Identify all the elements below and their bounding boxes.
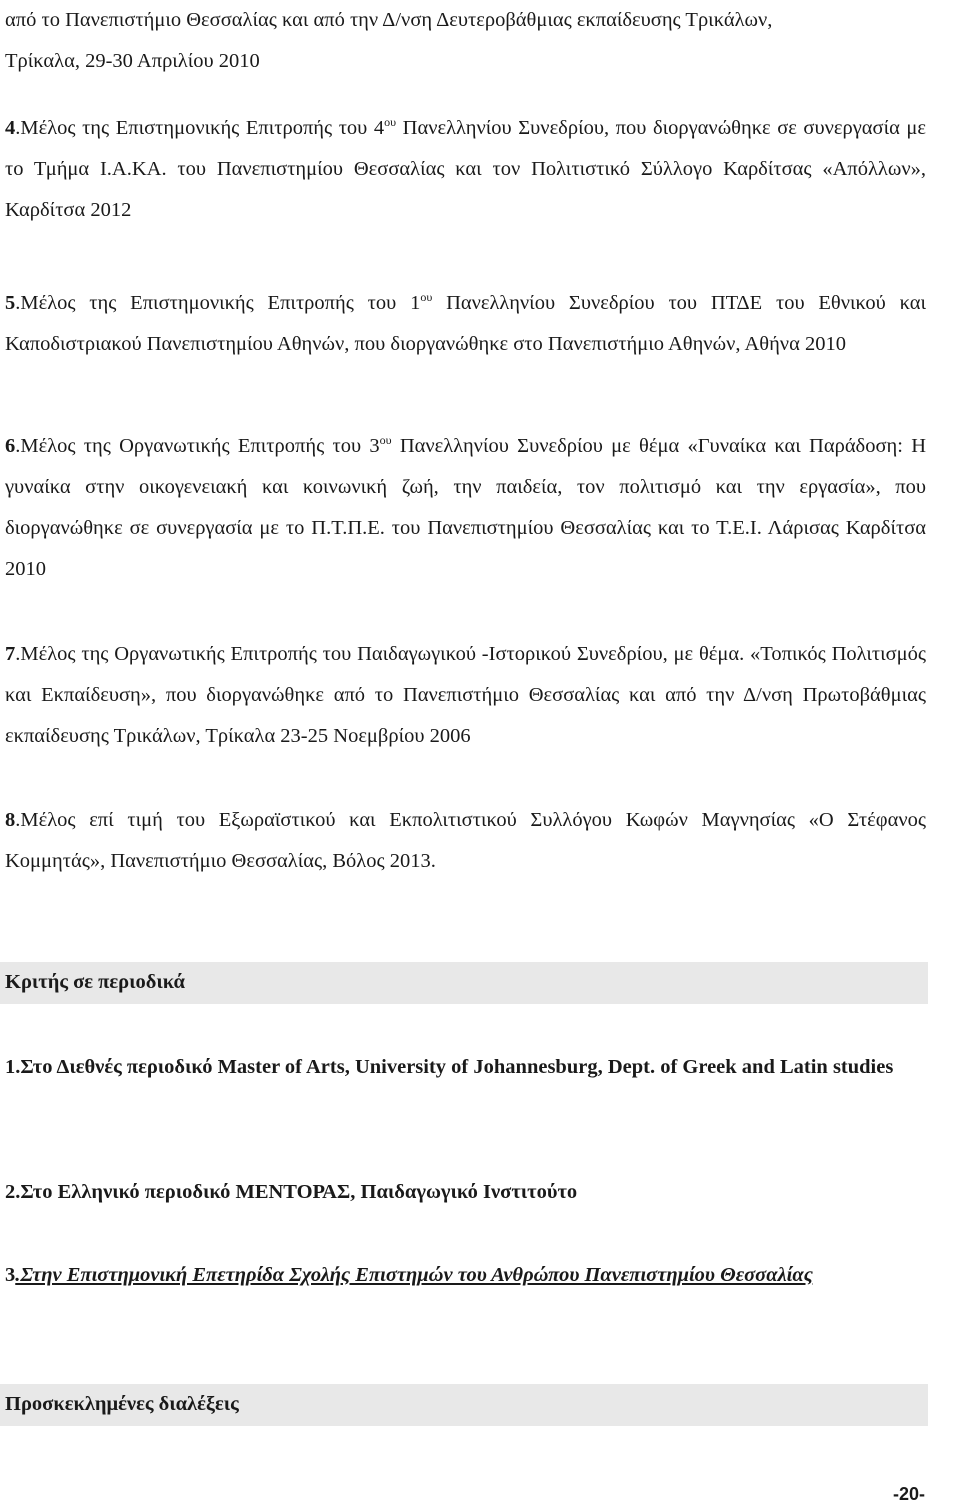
continued-line-1: από το Πανεπιστήμιο Θεσσαλίας και από την Δ/νση Δευτεροβάθμιας εκπαίδευσης Τρικάλων, [5, 9, 773, 31]
item-number: 5 [5, 292, 16, 314]
section-heading-text: Προσκεκλημένες διαλέξεις [5, 1393, 239, 1415]
list-item-6 [5, 426, 926, 590]
journal-number: 2 [5, 1181, 16, 1203]
item-text-after: Πανελληνίου Συνεδρίου με θέμα «Γυναίκα και Παράδοση: Η γυναίκα στην οικογενειακή και κοινωνική ζωή, την παιδεία, τον πολιτισμό και την εργασία», που διοργανώθηκε σε συνεργασία με το Π.Τ.Π.Ε. του Πανεπιστημίου Θεσσαλίας και το Τ.Ε.Ι. Λάρισας Καρδίτσα 2010 [5, 435, 927, 580]
journal-item-3 [5, 1255, 926, 1296]
item-text-after: Πανελληνίου Συνεδρίου, που διοργανώθηκε σε συνεργασία με το Τμήμα Ι.Α.ΚΑ. του Πανεπιστημίου Θεσσαλίας και τον Πολιτιστικό Σύλλογο Καρδίτσας «Απόλλων», Καρδίτσα 2012 [5, 117, 926, 221]
item-number: 6 [5, 435, 16, 457]
item-superscript: ου [384, 115, 397, 130]
journal-text: .Στην Επιστημονική Επετηρίδα Σχολής Επιστημών του Ανθρώπου Πανεπιστημίου Θεσσαλίας [15, 1264, 813, 1286]
item-number: 4 [5, 117, 16, 139]
section-heading-lectures [0, 1384, 928, 1426]
item-number: 7 [5, 643, 16, 665]
item-text-after: Πανελληνίου Συνεδρίου του ΠΤΔΕ του Εθνικού και Καποδιστριακού Πανεπιστημίου Αθηνών, που διοργανώθηκε στο Πανεπιστήμιο Αθηνών, Αθήνα 2010 [5, 292, 927, 355]
item-text-before: .Μέλος της Επιστημονικής Επιτροπής του 4 [15, 117, 385, 139]
item-number: 8 [5, 809, 16, 831]
journal-number: 1 [5, 1056, 16, 1078]
list-item-5 [5, 283, 926, 365]
item-superscript: ου [379, 433, 392, 448]
item-text: .Μέλος της Οργανωτικής Επιτροπής του Παιδαγωγικού -Ιστορικού Συνεδρίου, με θέμα. «Τοπικός Πολιτισμός και Εκπαίδευση», που διοργανώθηκε από το Πανεπιστήμιο Θεσσαλίας και από την Δ/νση Πρωτοβάθμιας εκπαίδευσης Τρικάλων, Τρίκαλα 23-25 Νοεμβρίου 2006 [5, 643, 926, 747]
section-heading-text: Κριτής σε περιοδικά [5, 971, 185, 993]
section-heading-reviewer [0, 962, 928, 1004]
page-number: -20- [892, 1484, 925, 1504]
continued-line-2: Τρίκαλα, 29-30 Απριλίου 2010 [5, 50, 260, 72]
journal-text: .Στο Ελληνικό περιοδικό ΜΕΝΤΟΡΑΣ, Παιδαγωγικό Ινστιτούτο [15, 1181, 578, 1203]
list-item-7 [5, 634, 926, 757]
journal-item-1 [5, 1047, 926, 1088]
list-item-8 [5, 800, 926, 882]
journal-number: 3 [5, 1264, 16, 1286]
journal-text: .Στο Διεθνές περιοδικό Master of Arts, University of Johannesburg, Dept. of Greek and Latin studies [15, 1056, 894, 1078]
item-text-before: .Μέλος της Επιστημονικής Επιτροπής του 1 [15, 292, 421, 314]
continued-paragraph [5, 0, 926, 82]
item-text-before: .Μέλος της Οργανωτικής Επιτροπής του 3 [15, 435, 380, 457]
list-item-4 [5, 108, 926, 231]
item-text: .Μέλος επί τιμή του Εξωραϊστικού και Εκπολιτιστικού Συλλόγου Κωφών Μαγνησίας «Ο Στέφανος Κομμητάς», Πανεπιστήμιο Θεσσαλίας, Βόλος 2013. [5, 809, 926, 872]
item-superscript: ου [420, 290, 433, 305]
journal-item-2 [5, 1172, 926, 1213]
